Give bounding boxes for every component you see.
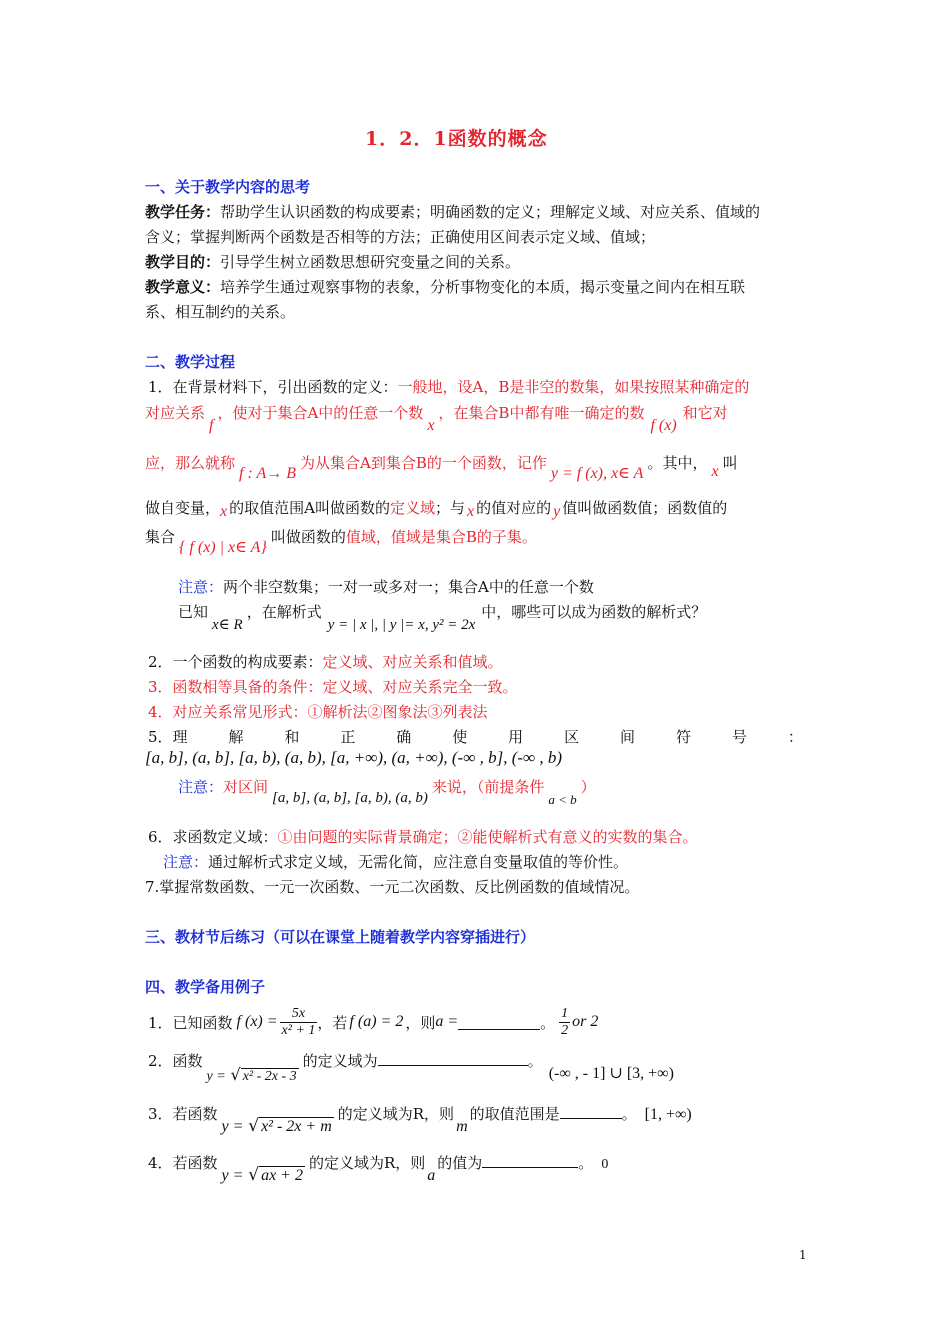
math-x: x — [467, 503, 475, 520]
point-text: 6．求函数定义域： — [148, 828, 278, 846]
definition-line-1 — [148, 376, 749, 397]
word: 区 — [564, 728, 580, 746]
sqrt-icon: √ — [248, 1116, 260, 1136]
meaning-text-1: 培养学生通过观察事物的表象，分析事物变化的本质，揭示变量之间内在相互联 — [220, 278, 746, 296]
def-text: ，使对于集合A中的任意一个数 — [217, 404, 424, 422]
example-text: 。 — [621, 1105, 637, 1123]
example-text: 的定义域为 — [302, 1052, 378, 1070]
word: 和 — [284, 728, 300, 746]
note-2 — [178, 601, 707, 633]
teaching-task-line-1 — [145, 201, 760, 222]
example-text: 的取值范围是 — [469, 1105, 560, 1123]
example-text: 4．若函数 — [148, 1154, 218, 1172]
term-range: 值域 — [345, 528, 376, 546]
math-y: y — [553, 503, 561, 520]
math-fx: f (x) — [650, 417, 677, 434]
point-6 — [148, 826, 698, 847]
definition-text: 一般地，设A，B是非空的数集，如果按照某种确定的 — [397, 378, 750, 396]
definition-line-3 — [145, 452, 738, 482]
def-text: 为从集合A到集合B的一个函数，记作 — [300, 454, 547, 472]
radicand: ax + 2 — [261, 1167, 303, 1184]
def-text: 。其中， — [647, 454, 708, 472]
point-5-heading — [148, 726, 803, 747]
def-text: ；与 — [434, 499, 465, 517]
word: 使 — [452, 728, 468, 746]
section-heading-1: 一、关于教学内容的思考 — [145, 178, 311, 196]
example-2 — [148, 1050, 674, 1084]
note-3 — [178, 776, 596, 807]
example-1 — [148, 1000, 598, 1044]
sqrt-icon: √ — [230, 1065, 241, 1084]
def-text: 叫做函数的 — [270, 528, 346, 546]
note-label: 注意： — [163, 853, 209, 871]
answer-text: 0 — [601, 1157, 609, 1172]
fraction-numerator: 1 — [561, 1005, 569, 1021]
example-text: 。 — [527, 1052, 543, 1070]
section-heading-2: 二、教学过程 — [145, 353, 236, 371]
point-2 — [148, 651, 503, 672]
math-condition: f (a) = 2 — [349, 1013, 404, 1030]
teaching-meaning-line-1 — [145, 276, 745, 297]
radical-expression — [222, 1166, 305, 1184]
def-text: 的取值范围A叫做函数的 — [229, 499, 390, 517]
point-3 — [148, 676, 518, 697]
point-text: 2．一个函数的构成要素： — [148, 653, 323, 671]
definition-line-5 — [145, 526, 537, 556]
math-mapping: f : A→ B — [239, 465, 297, 482]
note-label: 注意： — [178, 578, 224, 596]
word: 解 — [228, 728, 244, 746]
def-text: 集合 — [145, 528, 176, 546]
definition-line-2 — [145, 402, 728, 434]
task-text-1: 帮助学生认识函数的构成要素；明确函数的定义；理解定义域、对应关系、值域的 — [220, 203, 761, 221]
note-4 — [163, 851, 628, 872]
fraction-denominator: x² + 1 — [281, 1022, 316, 1038]
def-text: 的值对应的 — [476, 499, 552, 517]
teaching-goal — [145, 251, 520, 272]
fraction-numerator: 5x — [280, 1006, 318, 1023]
word: 符 — [675, 728, 691, 746]
math-y: y = — [221, 1118, 244, 1135]
point-text: 3．函数相等具备的条件： — [148, 678, 323, 696]
answer-text: or 2 — [572, 1013, 599, 1030]
word: 正 — [340, 728, 356, 746]
def-text: ，在集合B中都有唯一确定的数 — [438, 404, 645, 422]
math-expressions: y = | x |, | y |= x, y² = 2x — [327, 617, 476, 633]
page-title: 1．2．1函数的概念 — [365, 128, 548, 150]
word: 用 — [508, 728, 524, 746]
example-text: ，若 — [317, 1013, 348, 1032]
example-text: 的定义域为R，则 — [337, 1105, 455, 1123]
example-text: ，则 — [405, 1013, 436, 1032]
def-text: 对应关系 — [145, 404, 206, 422]
note-text: ） — [580, 778, 596, 796]
math-y: y = — [206, 1069, 226, 1084]
meaning-label: 教学意义： — [145, 278, 221, 296]
def-text: 值叫做函数值；函数值的 — [562, 499, 728, 517]
answer-blank[interactable] — [482, 1153, 578, 1168]
example-text: 的定义域为R，则 — [308, 1154, 426, 1172]
example-text: 的值为 — [437, 1154, 483, 1172]
math-fx: f (x) = — [236, 1013, 278, 1030]
example-text: 1．已知函数 — [148, 1013, 233, 1032]
point-7: 7.掌握常数函数、一元一次函数、一元二次函数、反比例函数的值域情况。 — [145, 878, 640, 896]
answer-blank[interactable] — [458, 1015, 540, 1030]
math-x: x — [711, 463, 719, 480]
example-text: 。 — [578, 1154, 594, 1172]
word: 5．理 — [148, 728, 188, 746]
math-f: f — [209, 417, 214, 434]
task-label: 教学任务： — [145, 203, 221, 221]
def-text: 叫 — [722, 454, 738, 472]
def-text: 应，那么就称 — [145, 454, 236, 472]
section-heading-4: 四、教学备用例子 — [145, 978, 266, 996]
section-heading-3: 三、教材节后练习（可以在课堂上随着教学内容穿插进行） — [145, 928, 536, 946]
point-emphasis: ①由问题的实际背景确定；②能使解析式有意义的实数的集合。 — [277, 828, 698, 846]
page-number: 1 — [799, 1248, 807, 1262]
def-text: ，值域是集合B的子集。 — [375, 528, 537, 546]
note-text: 通过解析式求定义域，无需化简，应注意自变量取值的等价性。 — [208, 853, 629, 871]
answer-blank[interactable] — [378, 1051, 528, 1066]
answer-text: (-∞ , - 1] ∪ [3, +∞) — [548, 1065, 674, 1082]
definition-line-4 — [145, 497, 727, 518]
math-x-in-r: x∈ R — [212, 617, 243, 633]
term-domain: 定义域 — [389, 499, 435, 517]
goal-label: 教学目的： — [145, 253, 221, 271]
note-text: 两个非空数集；一对一或多对一；集合A中的任意一个数 — [223, 578, 594, 596]
answer-blank[interactable] — [560, 1104, 622, 1119]
def-text: 做自变量， — [145, 499, 221, 517]
point-emphasis: 定义域、对应关系和值域。 — [322, 653, 503, 671]
point-emphasis: ①解析法②图象法③列表法 — [307, 703, 488, 721]
math-a: a — [427, 1167, 436, 1184]
note-text: 来说，（前提条件 — [431, 778, 545, 796]
answer-fraction — [559, 1006, 570, 1039]
point-text: 4．对应关系常见形式： — [148, 703, 308, 721]
example-3 — [148, 1103, 692, 1136]
note-1 — [178, 576, 594, 597]
note-text: 已知 — [178, 603, 209, 621]
radical-expression — [222, 1117, 334, 1135]
math-function-notation: y = f (x), x∈ A — [550, 465, 644, 482]
math-condition: a < b — [548, 792, 577, 807]
note-label: 注意： — [178, 778, 224, 796]
word: 号 — [731, 728, 747, 746]
note-text: 中，哪些可以成为函数的解析式？ — [481, 603, 707, 621]
example-text: 。 — [540, 1013, 556, 1032]
word: 确 — [396, 728, 412, 746]
fraction — [280, 1006, 318, 1039]
def-text: 和它对 — [682, 404, 728, 422]
teaching-meaning-line-2: 系、相互制约的关系。 — [145, 303, 296, 321]
math-y: y = — [221, 1167, 244, 1184]
math-range-set: { f (x) | x∈ A} — [179, 539, 267, 556]
word: ： — [787, 728, 803, 746]
note-text: ，在解析式 — [246, 603, 322, 621]
radicand: x² - 2x + m — [261, 1118, 332, 1135]
radicand: x² - 2x - 3 — [242, 1069, 297, 1084]
answer-text: [1, +∞) — [644, 1106, 692, 1123]
radical-expression — [207, 1066, 299, 1084]
math-x: x — [427, 417, 435, 434]
sqrt-icon: √ — [248, 1165, 260, 1185]
math-intervals: [a, b], (a, b], [a, b), (a, b) — [272, 790, 428, 806]
math-m: m — [456, 1118, 468, 1135]
point-4 — [148, 701, 488, 722]
example-text: 3．若函数 — [148, 1105, 218, 1123]
point-emphasis: 定义域、对应关系完全一致。 — [322, 678, 518, 696]
example-text: 2．函数 — [148, 1052, 203, 1070]
definition-intro: 1．在背景材料下，引出函数的定义： — [148, 378, 398, 396]
interval-notation: [a, b], (a, b], [a, b), (a, b), [a, +∞), (a, +∞), (-∞ , b], (-∞ , b) — [145, 748, 563, 767]
word: 间 — [620, 728, 636, 746]
teaching-task-line-2: 含义；掌握判断两个函数是否相等的方法；正确使用区间表示定义域、值域； — [145, 228, 656, 246]
example-4 — [148, 1152, 609, 1185]
math-x: x — [220, 503, 228, 520]
fraction-denominator: 2 — [561, 1022, 569, 1038]
math-a: a = — [435, 1013, 459, 1030]
goal-text: 引导学生树立函数思想研究变量之间的关系。 — [220, 253, 521, 271]
note-text: 对区间 — [223, 778, 269, 796]
